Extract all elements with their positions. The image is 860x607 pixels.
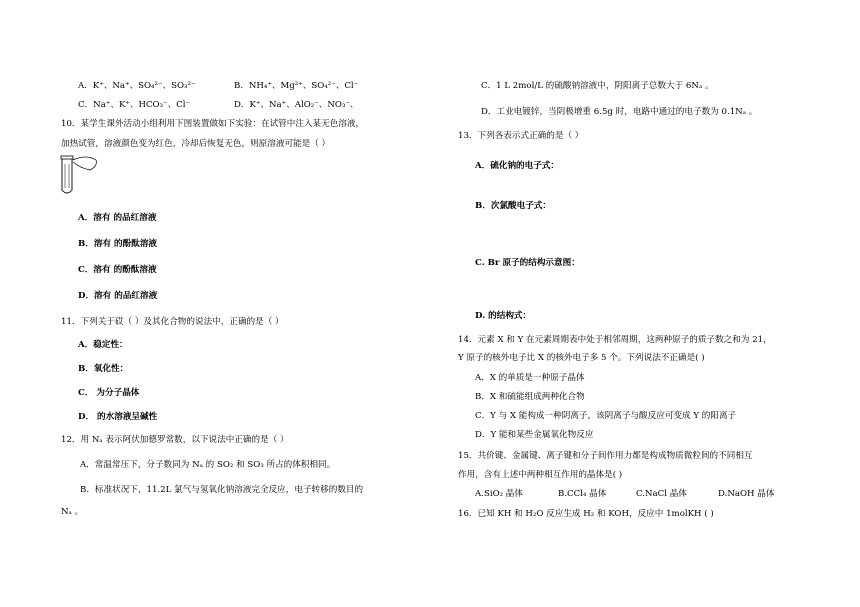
q14-option-d: D．Y 能和某些金属氧化物反应 xyxy=(475,430,594,440)
q10-stem-line2: 加热试管，溶液颜色变为红色，冷却后恢复无色，则原溶液可能是（ ） xyxy=(61,139,331,149)
q15-option-c: C.NaCl 晶体 xyxy=(636,489,687,499)
q15-option-a: A.SiO₂ 晶体 xyxy=(475,489,523,499)
q11-option-b: B．氧化性： xyxy=(78,364,129,374)
q13-option-a: A．硫化钠的电子式： xyxy=(475,161,560,171)
q9-option-c: C．Na⁺、K⁺、HCO₃⁻、Cl⁻ xyxy=(78,100,191,110)
q14-stem-line1: 14．元素 X 和 Y 在元素周期表中处于相邻周期，这两种原子的质子数之和为 21， xyxy=(458,335,772,345)
q12-option-b-line2: Nₐ 。 xyxy=(61,507,84,517)
q11-option-a: A．稳定性： xyxy=(78,340,128,350)
q12-option-a: A．常温常压下，分子数同为 Nₐ 的 SO₂ 和 SO₃ 所占的体积相同。 xyxy=(80,460,336,470)
q10-option-a: A．溶有 的品红溶液 xyxy=(78,213,157,223)
q11-stem: 11．下列关于砹（ ）及其化合物的说法中，正确的是（ ） xyxy=(61,317,284,327)
q11-option-d: D． 的水溶液呈碱性 xyxy=(78,412,158,422)
q12-option-c: C．1 L 2mol/L 的硫酸钠溶液中，阴阳离子总数大于 6Nₐ 。 xyxy=(481,81,714,91)
q12-option-b-line1: B．标准状况下，11.2L 氯气与氢氧化钠溶液完全反应，电子转移的数目的 xyxy=(80,485,364,495)
q15-option-d: D.NaOH 晶体 xyxy=(718,489,775,499)
q9-option-b: B．NH₄⁺、Mg²⁺、SO₄²⁻、Cl⁻ xyxy=(234,81,359,91)
q12-option-d: D．工业电镀锌，当阴极增重 6.5g 时，电路中通过的电子数为 0.1Nₐ 。 xyxy=(481,107,758,117)
q14-option-c: C．Y 与 X 能构成一种阴离子，该阴离子与酸反应可变成 Y 的阳离子 xyxy=(475,411,737,421)
q14-option-b: B．X 和硫能组成两种化合物 xyxy=(475,392,585,402)
q12-stem: 12．用 Nₐ 表示阿伏加德罗常数，以下说法中正确的是（ ） xyxy=(61,435,289,445)
q11-option-c: C． 为分子晶体 xyxy=(78,388,140,398)
q10-stem-line1: 10．某学生课外活动小组利用下图装置做如下实验：在试管中注入某无色溶液， xyxy=(61,119,365,129)
q14-stem-line2: Y 原子的核外电子比 X 的核外电子多 5 个。下列说法不正确是( ) xyxy=(458,353,705,363)
q14-option-a: A．X 的单质是一种原子晶体 xyxy=(475,373,585,383)
q13-stem: 13．下列各表示式正确的是（ ） xyxy=(458,131,584,141)
q16-stem: 16．已知 KH 和 H₂O 反应生成 H₂ 和 KOH，反应中 1molKH ( ) xyxy=(458,509,714,519)
q10-option-b: B．溶有 的酚酞溶液 xyxy=(78,239,158,249)
q13-option-b: B．次氯酸电子式： xyxy=(475,201,552,211)
q15-stem-line2: 作用，含有上述中两种相互作用的晶体是( ) xyxy=(458,470,623,480)
q13-option-d: D. 的结构式： xyxy=(475,311,532,321)
q13-option-c: C. Br 原子的结构示意图： xyxy=(475,258,580,268)
test-tube-with-dropper-icon xyxy=(60,154,100,198)
q15-option-b: B.CCl₄ 晶体 xyxy=(558,489,607,499)
q9-option-d: D．K⁺、Na⁺、AlO₂⁻、NO₃⁻、 xyxy=(234,100,359,110)
q10-option-c: C．溶有 的酚酞溶液 xyxy=(78,265,157,275)
q9-option-a: A．K⁺、Na⁺、SO₄²⁻、SO₃²⁻ xyxy=(78,81,196,91)
q15-stem-line1: 15．共价键、金属键、离子键和分子间作用力都是构成物质微粒间的不同相互 xyxy=(458,451,753,461)
q10-option-d: D．溶有 的品红溶液 xyxy=(78,291,158,301)
